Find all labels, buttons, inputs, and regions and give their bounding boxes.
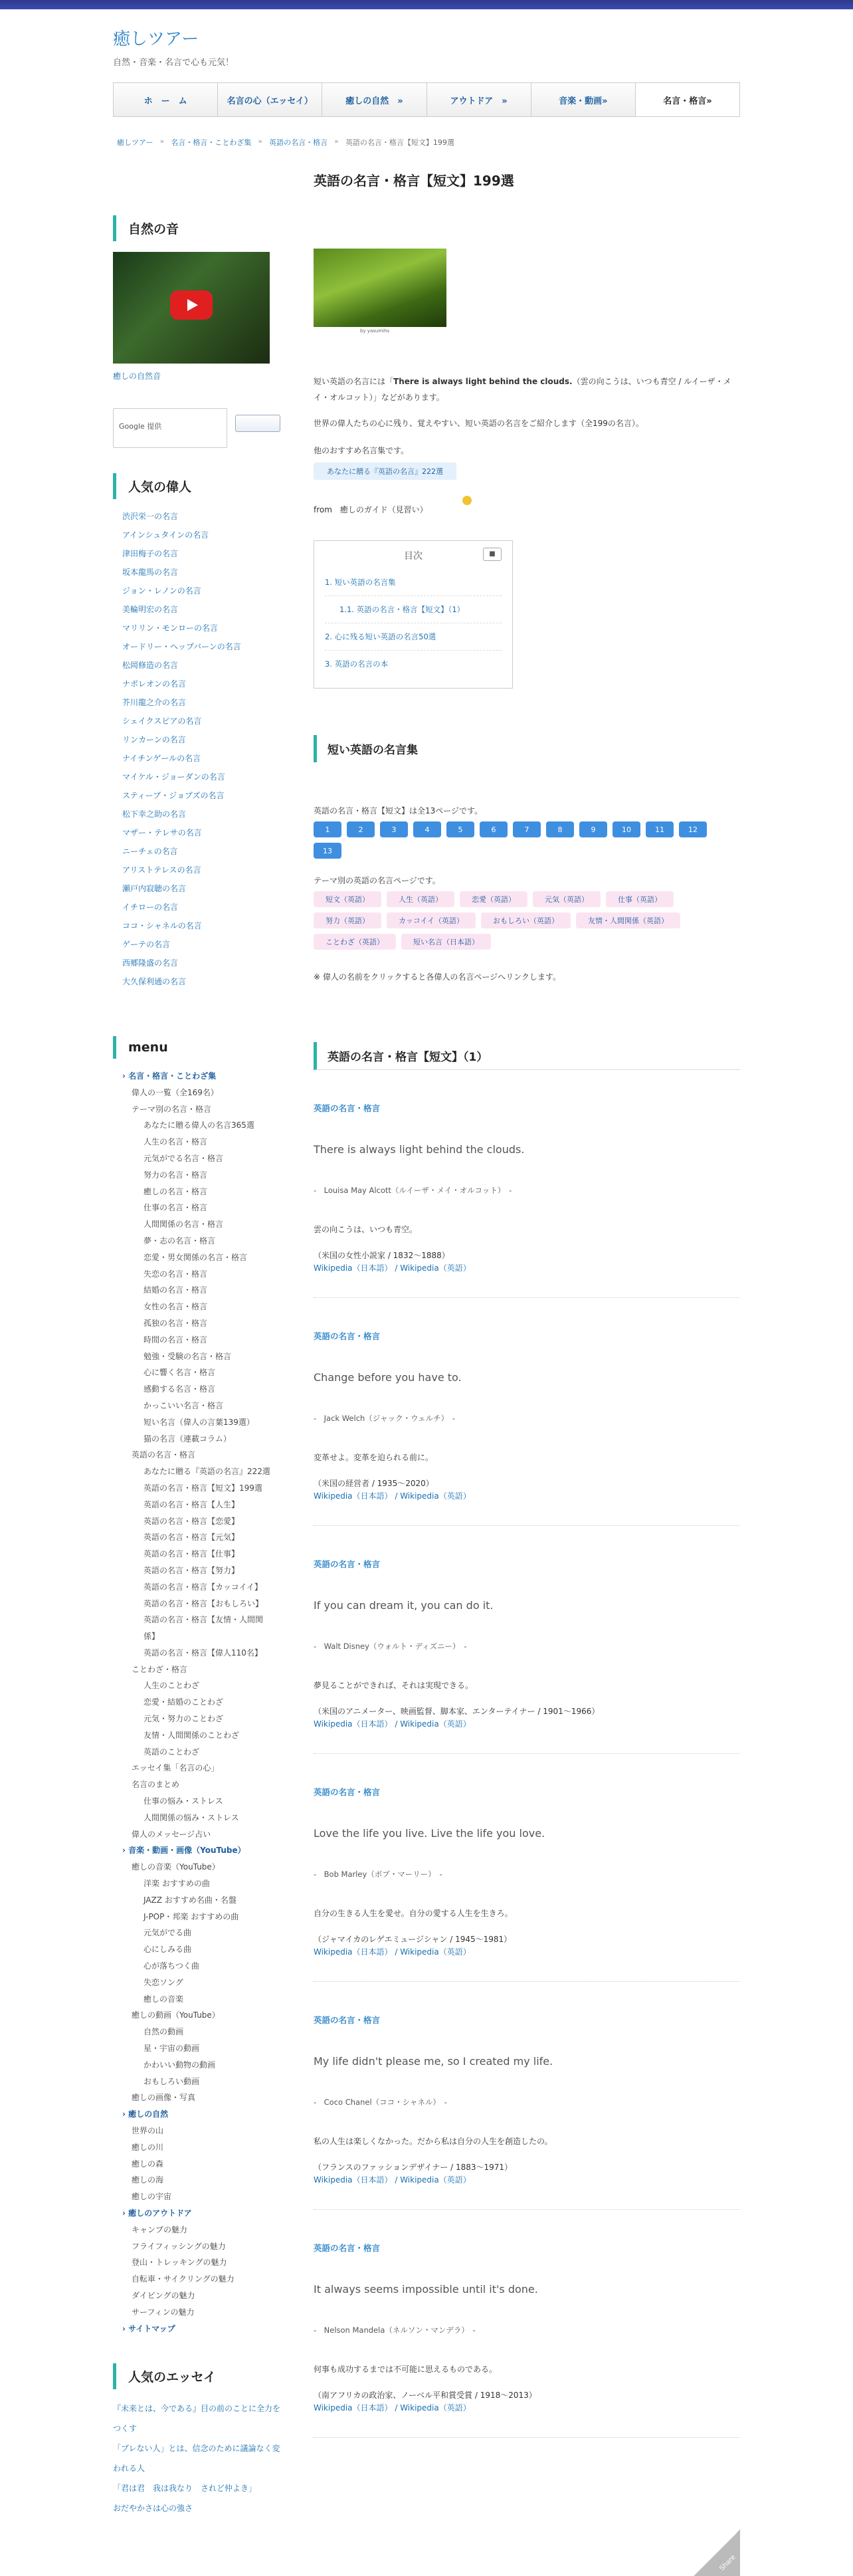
quote-japanese: 変革せよ。変革を迫られる前に。 xyxy=(314,1453,434,1462)
menu-item[interactable]: 失恋ソング xyxy=(143,1977,183,1987)
theme-link[interactable]: 短文（英語） xyxy=(314,891,381,907)
menu-item[interactable]: 偉人の一覧（全169名） xyxy=(132,1087,219,1097)
page-link[interactable]: 8 xyxy=(546,821,574,837)
menu-item[interactable]: 人生の名言・格言 xyxy=(143,1137,208,1147)
breadcrumb-quotes[interactable]: 名言・格言・ことわざ集 xyxy=(171,138,252,147)
essay-list xyxy=(113,2399,286,2518)
menu-item[interactable]: フライフィッシングの魅力 xyxy=(132,2241,226,2251)
famous-person-link[interactable]: 美輪明宏の名言 xyxy=(122,605,179,614)
intro-quote: There is always light behind the clouds. xyxy=(393,377,573,386)
famous-person-link[interactable]: マイケル・ジョーダンの名言 xyxy=(122,772,225,782)
famous-person-link[interactable]: 大久保利通の名言 xyxy=(122,977,187,986)
quote-author[interactable]: - Nelson Mandela（ネルソン・マンデラ） - xyxy=(314,2325,476,2335)
quote-block xyxy=(314,1298,740,1526)
page-link[interactable]: 2 xyxy=(347,821,375,837)
quote-block xyxy=(314,1754,740,1982)
image-caption: by yasumihs xyxy=(360,328,390,334)
nav-outdoor[interactable]: アウトドア » xyxy=(427,83,531,116)
menu-item[interactable]: 癒しの森 xyxy=(132,2159,164,2169)
menu-category[interactable]: › サイトマップ xyxy=(122,2323,175,2333)
pages-text: 英語の名言・格言【短文】は全13ページです。 xyxy=(314,806,483,815)
menu-item[interactable]: 癒しの名言・格言 xyxy=(143,1186,208,1196)
note-text: ※ 偉人の名前をクリックすると各偉人の名言ページへリンクします。 xyxy=(314,972,561,982)
menu-item[interactable]: 人間関係の悩み・ストレス xyxy=(143,1812,239,1822)
famous-person-link[interactable]: 坂本龍馬の名言 xyxy=(122,568,179,577)
famous-person-link[interactable]: マザー・テレサの名言 xyxy=(122,828,202,837)
site-title[interactable]: 癒しツアー xyxy=(113,29,199,49)
menu-category[interactable]: › 癒しの自然 xyxy=(122,2109,169,2119)
quote-author[interactable]: - Jack Welch（ジャック・ウェルチ） - xyxy=(314,1414,456,1423)
quote-list xyxy=(314,1070,740,2438)
menu-item[interactable]: 恋愛・男女関係の名言・格言 xyxy=(143,1252,248,1262)
menu-item[interactable]: 係】 xyxy=(143,1632,160,1642)
famous-person-link[interactable]: 芥川龍之介の名言 xyxy=(122,698,187,707)
famous-person-link[interactable]: ナイチンゲールの名言 xyxy=(122,754,201,763)
from-label: from 癒しのガイド（見習い） xyxy=(314,505,428,514)
sidebar-famous-title: 人気の偉人 xyxy=(113,473,286,499)
search-button[interactable] xyxy=(235,415,280,432)
menu-item[interactable]: 努力の名言・格言 xyxy=(143,1170,208,1180)
quote-japanese: 雲の向こうは、いつも青空。 xyxy=(314,1225,418,1234)
intro-paragraph-2: 世界の偉人たちの心に残り、覚えやすい、短い英語の名言をご紹介します（全199の名言）。 xyxy=(314,419,644,428)
menu-item[interactable]: JAZZ おすすめ名曲・名盤 xyxy=(143,1895,237,1905)
menu-item[interactable]: 英語の名言・格言【短文】199選 xyxy=(143,1483,262,1493)
breadcrumb-home[interactable]: 癒しツアー xyxy=(117,138,153,147)
famous-person-link[interactable]: アインシュタインの名言 xyxy=(122,530,209,540)
essay-link[interactable]: 『未来とは、今である』目の前のことに全力をつくす xyxy=(113,2404,281,2434)
page-link[interactable]: 13 xyxy=(314,843,341,859)
menu-item[interactable]: 名言のまとめ xyxy=(132,1780,180,1790)
sidebar-menu-title: menu xyxy=(113,1036,286,1059)
menu-item[interactable]: 洋楽 おすすめの曲 xyxy=(143,1879,210,1889)
quote-author-meta: （米国の経営者 / 1935〜2020） xyxy=(314,1479,434,1488)
menu-item[interactable]: エッセイ集「名言の心」 xyxy=(132,1763,219,1773)
menu-item[interactable]: 勉強・受験の名言・格言 xyxy=(143,1351,232,1361)
section-heading-2: 英語の名言・格言【短文】（1） xyxy=(314,1042,740,1070)
menu-item[interactable]: 自然の動画 xyxy=(143,2027,184,2037)
page-link[interactable]: 1 xyxy=(314,821,341,837)
nav-essay[interactable]: 名言の心（エッセイ） xyxy=(218,83,322,116)
menu-item[interactable]: 人間関係の名言・格言 xyxy=(143,1220,224,1230)
page-link[interactable]: 6 xyxy=(480,821,508,837)
nav-nature[interactable]: 癒しの自然 » xyxy=(322,83,427,116)
quote-wiki-links[interactable]: Wikipedia（日本語） / Wikipedia（英語） xyxy=(314,1491,471,1501)
menu-item[interactable]: あなたに贈る偉人の名言365選 xyxy=(143,1121,254,1130)
menu-category[interactable]: › 名言・格言・ことわざ集 xyxy=(122,1071,217,1081)
famous-list xyxy=(113,507,286,991)
menu-item[interactable]: かわいい動物の動画 xyxy=(143,2060,216,2070)
breadcrumb-separator: » xyxy=(159,137,165,146)
menu-item[interactable]: ダイビングの魅力 xyxy=(132,2290,195,2300)
toc-toggle-button[interactable]: ■ xyxy=(483,548,502,561)
quote-japanese: 私の人生は楽しくなかった。だから私は自分の人生を創造したの。 xyxy=(314,2137,553,2146)
nav-home[interactable]: ホ ー ム xyxy=(114,83,218,116)
breadcrumb-current: 英語の名言・格言【短文】199選 xyxy=(345,138,454,147)
quote-category[interactable]: 英語の名言・格言 xyxy=(314,1103,381,1113)
quote-wiki-links[interactable]: Wikipedia（日本語） / Wikipedia（英語） xyxy=(314,1263,471,1273)
theme-link[interactable]: 短い名言（日本語） xyxy=(401,934,491,950)
intro-paragraph-3: 他のおすすめ名言集です。 xyxy=(314,446,409,455)
menu-item[interactable]: テーマ別の名言・格言 xyxy=(132,1104,212,1114)
theme-link[interactable]: 努力（英語） xyxy=(314,912,381,928)
quote-author[interactable]: - Bob Marley（ボブ・マーリー） - xyxy=(314,1870,442,1879)
guide-avatar-icon xyxy=(462,496,472,505)
page-link[interactable]: 10 xyxy=(613,821,640,837)
famous-person-link[interactable]: ナポレオンの名言 xyxy=(122,679,187,689)
quote-english: My life didn't please me, so I created my life. xyxy=(314,2055,553,2068)
nav-music[interactable]: 音楽・動画» xyxy=(531,83,636,116)
menu-item[interactable]: 癒しの海 xyxy=(132,2175,164,2185)
menu-category[interactable]: › 音楽・動画・画像（YouTube） xyxy=(122,1846,246,1856)
quote-author[interactable]: - Louisa May Alcott（ルイーザ・メイ・オルコット） - xyxy=(314,1186,512,1195)
menu-item[interactable]: ことわざ・格言 xyxy=(132,1664,188,1674)
famous-person-link[interactable]: スティーブ・ジョブズの名言 xyxy=(122,791,225,800)
theme-text: テーマ別の英語の名言ページです。 xyxy=(314,876,440,885)
menu-item[interactable]: 英語の名言・格言【恋愛】 xyxy=(143,1516,240,1526)
famous-person-link[interactable]: マリリン・モンローの名言 xyxy=(122,623,219,633)
from-guide xyxy=(314,504,740,515)
page-wrapper xyxy=(113,25,740,2576)
toc-header xyxy=(325,549,502,562)
famous-person-link[interactable]: リンカーンの名言 xyxy=(122,735,186,744)
quote-author-meta: （米国の女性小説家 / 1832〜1888） xyxy=(314,1251,450,1260)
theme-link[interactable]: おもしろい（英語） xyxy=(481,912,571,928)
menu-item[interactable]: 孤独の名言・格言 xyxy=(143,1318,208,1328)
page-link[interactable]: 3 xyxy=(380,821,408,837)
essay-link[interactable]: 「君は君 我は我なり されど仲よき」 xyxy=(113,2484,257,2494)
menu-item[interactable]: 登山・トレッキングの魅力 xyxy=(132,2258,227,2268)
menu-item[interactable]: 癒しの宇宙 xyxy=(132,2192,172,2202)
menu-item[interactable]: 元気がでる名言・格言 xyxy=(143,1153,224,1163)
pagination xyxy=(314,821,725,859)
menu-item[interactable]: キャンプの魅力 xyxy=(132,2224,188,2234)
menu-item[interactable]: 癒しの画像・写真 xyxy=(132,2093,196,2103)
nature-video[interactable] xyxy=(113,252,270,364)
page-link[interactable]: 12 xyxy=(679,821,707,837)
quote-block xyxy=(314,1526,740,1754)
quote-block xyxy=(314,1070,740,1298)
nav-quotes[interactable]: 名言・格言» xyxy=(636,83,739,116)
breadcrumb-separator: » xyxy=(258,137,263,146)
quote-japanese: 何事も成功するまでは不可能に思えるものである。 xyxy=(314,2365,498,2374)
quote-block xyxy=(314,2210,740,2438)
quote-wiki-links[interactable]: Wikipedia（日本語） / Wikipedia（英語） xyxy=(314,1947,471,1957)
toc-item[interactable]: 2. 心に残る短い英語の名言50選 xyxy=(325,623,502,651)
famous-person-link[interactable]: ジョン・レノンの名言 xyxy=(122,586,201,595)
quote-category[interactable]: 英語の名言・格言 xyxy=(314,2243,381,2253)
menu-item[interactable]: おもしろい動画 xyxy=(143,2076,200,2086)
menu-item[interactable]: 夢・志の名言・格言 xyxy=(143,1235,216,1245)
menu-item[interactable]: 癒しの動画（YouTube） xyxy=(132,2010,220,2020)
menu-item[interactable]: 短い名言（偉人の言葉139選） xyxy=(143,1417,254,1427)
theme-link[interactable]: カッコイイ（英語） xyxy=(387,912,476,928)
quote-block xyxy=(314,1982,740,2210)
menu-item[interactable]: 世界の山 xyxy=(132,2126,164,2135)
famous-person-link[interactable]: シェイクスピアの名言 xyxy=(122,716,202,726)
menu-item[interactable]: かっこいい名言・格言 xyxy=(143,1400,224,1410)
quote-author-meta: （ジャマイカのレゲエミュージシャン / 1945〜1981） xyxy=(314,1935,512,1944)
famous-person-link[interactable]: ニーチェの名言 xyxy=(122,847,178,856)
menu-item[interactable]: 仕事の名言・格言 xyxy=(143,1203,208,1213)
sidebar xyxy=(113,215,286,2518)
quote-author[interactable]: - Coco Chanel（ココ・シャネル） - xyxy=(314,2097,447,2107)
menu-item[interactable]: 英語の名言・格言【仕事】 xyxy=(143,1549,240,1559)
theme-link[interactable]: 恋愛（英語） xyxy=(460,891,527,907)
menu-item[interactable]: 英語の名言・格言【元気】 xyxy=(143,1533,240,1543)
share-button[interactable] xyxy=(694,2529,740,2576)
quote-english: Love the life you live. Live the life you love. xyxy=(314,1827,545,1840)
menu-item[interactable]: 英語のことわざ xyxy=(143,1747,200,1757)
menu-item[interactable]: 時間の名言・格言 xyxy=(143,1335,208,1344)
page-link[interactable]: 7 xyxy=(513,821,541,837)
breadcrumb-english[interactable]: 英語の名言・格言 xyxy=(269,138,328,147)
quote-english: If you can dream it, you can do it. xyxy=(314,1599,494,1612)
quote-english: Change before you have to. xyxy=(314,1371,462,1384)
intro-paragraph-1 xyxy=(314,374,740,405)
menu-item[interactable]: 癒しの音楽 xyxy=(143,1994,184,2004)
quote-category[interactable]: 英語の名言・格言 xyxy=(314,1331,381,1341)
quote-author-meta: （米国のアニメーター、映画監督、脚本家、エンターテイナー / 1901〜1966） xyxy=(314,1707,600,1716)
quote-japanese: 夢見ることができれば、それは実現できる。 xyxy=(314,1681,474,1690)
menu-item[interactable]: 英語の名言・格言【カッコイイ】 xyxy=(143,1582,262,1592)
famous-person-link[interactable]: 松岡修造の名言 xyxy=(122,661,179,670)
site-tagline: 自然・音楽・名言で心も元気！ xyxy=(113,58,235,68)
page-link[interactable]: 5 xyxy=(446,821,474,837)
intro-text: 短い英語の名言には「 xyxy=(314,377,394,386)
toc-item[interactable]: 1. 短い英語の名言集 xyxy=(325,569,502,596)
famous-person-link[interactable]: 松下幸之助の名言 xyxy=(122,809,187,819)
menu-item[interactable]: 癒しの音楽（YouTube） xyxy=(132,1862,220,1872)
quote-wiki-links[interactable]: Wikipedia（日本語） / Wikipedia（英語） xyxy=(314,2175,471,2185)
menu-item[interactable]: 人生のことわざ xyxy=(143,1681,200,1691)
menu-item[interactable]: 星・宇宙の動画 xyxy=(143,2044,200,2054)
menu-item[interactable]: 恋愛・結婚のことわざ xyxy=(143,1697,224,1707)
menu-category[interactable]: › 癒しのアウトドア xyxy=(122,2208,192,2218)
famous-person-link[interactable]: ココ・シャネルの名言 xyxy=(122,921,202,930)
share-label: Share xyxy=(718,2553,737,2573)
menu-item[interactable]: 英語の名言・格言【人生】 xyxy=(143,1499,240,1509)
menu-item[interactable]: サーフィンの魅力 xyxy=(132,2307,195,2317)
article-image xyxy=(314,249,446,327)
menu-item[interactable]: 癒しの川 xyxy=(132,2142,164,2152)
quote-author-meta: （南アフリカの政治家、ノーベル平和賞受賞 / 1918〜2013） xyxy=(314,2391,537,2400)
quote-japanese: 自分の生きる人生を愛せ。自分の愛する人生を生きろ。 xyxy=(314,1909,513,1918)
menu-item[interactable]: 偉人のメッセージ占い xyxy=(132,1829,211,1839)
menu-item[interactable]: 英語の名言・格言【友情・人間関 xyxy=(143,1615,264,1625)
menu-item[interactable]: 元気・努力のことわざ xyxy=(143,1714,224,1724)
menu-item[interactable]: 女性の名言・格言 xyxy=(143,1302,208,1312)
theme-links xyxy=(314,891,739,950)
quote-category[interactable]: 英語の名言・格言 xyxy=(314,2015,381,2025)
menu-item[interactable]: 猫の名言（連載コラム） xyxy=(143,1434,231,1444)
quote-english: There is always light behind the clouds. xyxy=(314,1143,525,1156)
menu-item[interactable]: 友情・人間関係のことわざ xyxy=(143,1730,240,1740)
theme-link[interactable]: ことわざ（英語） xyxy=(314,934,396,950)
search-input[interactable]: Google 提供 xyxy=(113,408,227,448)
page-link[interactable]: 4 xyxy=(413,821,441,837)
famous-person-link[interactable]: 津田梅子の名言 xyxy=(122,549,179,558)
quote-author-meta: （フランスのファッションデザイナー / 1883〜1971） xyxy=(314,2163,513,2172)
toc-item[interactable]: 3. 英語の名言の本 xyxy=(325,659,389,669)
global-nav xyxy=(113,82,740,117)
toc-title: 目次 xyxy=(404,551,423,562)
page-title: 英語の名言・格言【短文】199選 xyxy=(314,173,514,189)
section-heading-1: 短い英語の名言集 xyxy=(314,735,740,762)
sidebar-essay-title: 人気のエッセイ xyxy=(113,2363,286,2389)
intro-text: （雲の向こうは、いつも青空 / ルイーザ・メイ・オルコット）」などがあります。 xyxy=(314,377,731,402)
play-icon[interactable] xyxy=(170,290,213,320)
theme-link[interactable]: 元気（英語） xyxy=(533,891,601,907)
quote-english: It always seems impossible until it's done. xyxy=(314,2283,538,2296)
famous-person-link[interactable]: オードリー・ヘップバーンの名言 xyxy=(122,642,241,651)
essay-link[interactable]: 「ブレない人」とは、信念のために議論なく変われる人 xyxy=(113,2444,280,2474)
menu-item[interactable]: 元気がでる曲 xyxy=(143,1928,192,1938)
video-caption-link[interactable]: 癒しの自然音 xyxy=(113,372,161,381)
recommend-link[interactable]: あなたに贈る『英語の名言』222選 xyxy=(314,463,456,480)
menu-item[interactable]: 心が落ちつく曲 xyxy=(143,1961,199,1971)
famous-person-link[interactable]: アリストテレスの名言 xyxy=(122,865,201,875)
page-link[interactable]: 11 xyxy=(646,821,674,837)
menu-item[interactable]: 心に響く名言・格言 xyxy=(143,1368,216,1378)
breadcrumb-separator: » xyxy=(334,137,339,146)
menu-item[interactable]: 英語の名言・格言 xyxy=(132,1450,196,1460)
quote-author[interactable]: - Walt Disney（ウォルト・ディズニー） - xyxy=(314,1642,467,1651)
essay-link[interactable]: おだやかさは心の強さ xyxy=(113,2504,193,2514)
menu-list xyxy=(113,1068,286,2337)
menu-item[interactable]: 英語の名言・格言【努力】 xyxy=(143,1565,240,1575)
menu-item[interactable]: 感動する名言・格言 xyxy=(143,1384,216,1394)
quote-category[interactable]: 英語の名言・格言 xyxy=(314,1787,381,1797)
theme-link[interactable]: 人生（英語） xyxy=(387,891,454,907)
menu-item[interactable]: 英語の名言・格言【偉人110名】 xyxy=(143,1648,262,1658)
theme-link[interactable]: 仕事（英語） xyxy=(606,891,674,907)
main-content xyxy=(314,249,740,2438)
search-form xyxy=(113,408,286,448)
top-accent-bar xyxy=(0,0,853,9)
quote-category[interactable]: 英語の名言・格言 xyxy=(314,1559,381,1569)
famous-person-link[interactable]: 瀬戸内寂聴の名言 xyxy=(122,884,187,893)
breadcrumb xyxy=(113,137,740,148)
quote-wiki-links[interactable]: Wikipedia（日本語） / Wikipedia（英語） xyxy=(314,1719,471,1729)
menu-item[interactable]: 自転車・サイクリングの魅力 xyxy=(132,2274,235,2284)
page-link[interactable]: 9 xyxy=(579,821,607,837)
famous-person-link[interactable]: イチローの名言 xyxy=(122,903,179,912)
table-of-contents xyxy=(314,540,513,689)
menu-item[interactable]: 結婚の名言・格言 xyxy=(143,1285,208,1295)
famous-person-link[interactable]: 西郷隆盛の名言 xyxy=(122,958,179,968)
menu-item[interactable]: J-POP・邦楽 おすすめの曲 xyxy=(143,1911,239,1921)
menu-item[interactable]: あなたに贈る『英語の名言』222選 xyxy=(143,1467,270,1477)
famous-person-link[interactable]: 渋沢栄一の名言 xyxy=(122,512,179,521)
toc-list xyxy=(325,569,502,677)
menu-item[interactable]: 仕事の悩み・ストレス xyxy=(143,1796,223,1806)
quote-wiki-links[interactable]: Wikipedia（日本語） / Wikipedia（英語） xyxy=(314,2403,471,2413)
menu-item[interactable]: 心にしみる曲 xyxy=(143,1945,192,1955)
toc-item[interactable]: 1.1. 英語の名言・格言【短文】（1） xyxy=(325,596,502,623)
famous-person-link[interactable]: ゲーテの名言 xyxy=(122,940,171,949)
theme-link[interactable]: 友情・人間関係（英語） xyxy=(576,912,680,928)
sidebar-nature-title: 自然の音 xyxy=(113,215,286,241)
menu-item[interactable]: 失恋の名言・格言 xyxy=(143,1269,208,1279)
menu-item[interactable]: 英語の名言・格言【おもしろい】 xyxy=(143,1598,264,1608)
